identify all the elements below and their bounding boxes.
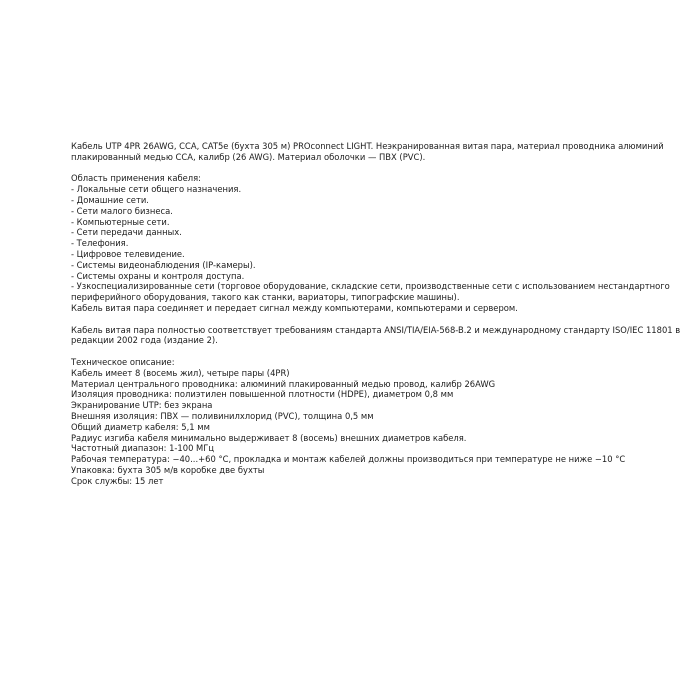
usage-heading: Область применения кабеля:: [71, 173, 201, 184]
spec-item: Рабочая температура: −40...+60 °C, прокладка и монтаж кабелей должны производиться при температуре не ниже −10 °C: [71, 454, 626, 465]
usage-summary: Кабель витая пара соединяет и передает сигнал между компьютерами, компьютерами и сервером.: [71, 302, 518, 313]
intro-line: Кабель UTP 4PR 26AWG, CCA, CAT5e (бухта 305 м) PROconnect LIGHT. Неэкранированная витая пара, материал проводника алюминий: [71, 141, 664, 151]
standard-line: редакции 2002 года (издание 2).: [71, 335, 218, 346]
spec-item: Экранирование UTP: без экрана: [71, 400, 213, 411]
intro-line: плакированный медью CCA, калибр (26 AWG). Материал оболочки — ПВХ (PVC).: [71, 151, 426, 162]
usage-item: - Узкоспециализированные сети (торговое оборудование, складские сети, производственные сети с использованием нестандартного: [71, 281, 670, 292]
usage-item: - Компьютерные сети.: [71, 216, 170, 227]
spec-item: Радиус изгиба кабеля минимально выдерживает 8 (восемь) внешних диаметров кабеля.: [71, 432, 467, 443]
spec-item: Внешняя изоляция: ПВХ — поливинилхлорид (PVC), толщина 0,5 мм: [71, 410, 374, 421]
usage-item: - Системы охраны и контроля доступа.: [71, 270, 245, 281]
paragraph-gap: [71, 163, 631, 174]
usage-item: - Локальные сети общего назначения.: [71, 184, 242, 195]
spec-item: Изоляция проводника: полиэтилен повышенной плотности (HDPE), диаметром 0,8 мм: [71, 389, 454, 400]
spec-item: Упаковка: бухта 305 м/в коробке две бухты: [71, 464, 265, 475]
spec-item: Частотный диапазон: 1-100 МГц: [71, 443, 215, 454]
usage-item: - Домашние сети.: [71, 194, 149, 205]
usage-item: - Сети малого бизнеса.: [71, 205, 173, 216]
product-description: [71, 141, 681, 487]
usage-item: - Цифровое телевидение.: [71, 248, 185, 259]
spec-item: Общий диаметр кабеля: 5,1 мм: [71, 421, 210, 432]
usage-item: - Системы видеонаблюдения (IP-камеры).: [71, 259, 256, 270]
paragraph-gap: [71, 346, 631, 357]
usage-item: периферийного оборудования, такого как станки, вариаторы, типографские машины).: [71, 292, 460, 303]
spec-item: Кабель имеет 8 (восемь жил), четыре пары (4PR): [71, 367, 290, 378]
specs-heading: Техническое описание:: [71, 356, 175, 367]
spec-item: Срок службы: 15 лет: [71, 475, 164, 486]
spec-item: Материал центрального проводника: алюминий плакированный медью провод, калибр 26AWG: [71, 378, 496, 389]
paragraph-gap: [71, 314, 631, 325]
standard-line: Кабель витая пара полностью соответствует требованиям стандарта ANSI/TIA/EIA-568-B.2 и международному стандарту ISO/IEC 11801 в: [71, 324, 681, 335]
usage-item: - Телефония.: [71, 238, 129, 249]
usage-item: - Сети передачи данных.: [71, 227, 182, 238]
